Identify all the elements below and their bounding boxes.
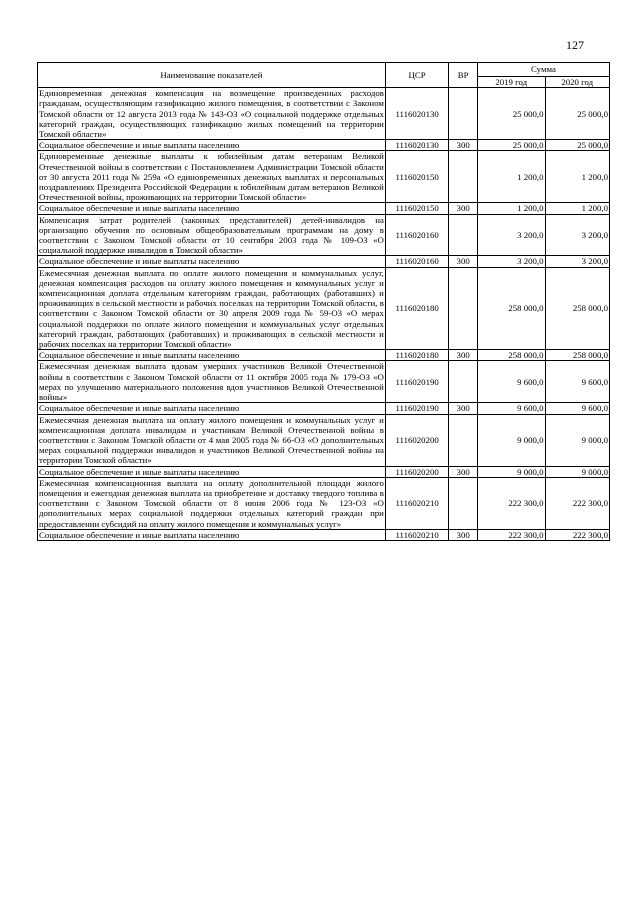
row-name: Социальное обеспечение и иные выплаты населению [38,140,386,151]
table-row [38,88,610,140]
row-sum-2020: 9 000,0 [545,466,610,477]
row-csr: 1116020130 [385,140,448,151]
row-vr [449,214,478,256]
row-sum-2020: 1 200,0 [545,151,610,203]
row-sum-2020: 222 300,0 [545,529,610,540]
row-name: Ежемесячная денежная выплата на оплату жилого помещения и коммунальных услуг и компенсационная доплата инвалидам и участникам Великой Отечественной войны в соответствии с Законом Томской области от 4 мая 2005 года № 66-ОЗ «О дополнительных мерах социальной поддержки инвалидов и участников Великой Отечественной войны на территории Томской области» [39,414,384,466]
row-sum-2019: 258 000,0 [477,267,545,350]
table-row [38,350,610,361]
table-row [38,477,610,529]
table-row [38,529,610,540]
row-sum-2020: 3 200,0 [545,256,610,267]
row-sum-2019: 3 200,0 [477,256,545,267]
row-name: Ежемесячная компенсационная выплата на оплату дополнительной площади жилого помещения и ежегодная денежная выплата на приобретение и доставку твердого топлива в соответствии с Законом Томской области от 8 июня 2006 года № 123-ОЗ «О дополнительных мерах социальной поддержки отдельных категорий граждан при предоставлении субсидий на оплату жилого помещения и коммунальных услуг» [39,477,384,529]
row-csr: 1116020210 [385,477,448,529]
row-sum-2019: 9 000,0 [477,466,545,477]
row-sum-2020: 222 300,0 [545,477,610,529]
row-sum-2019: 9 600,0 [477,403,545,414]
table-row [38,214,610,256]
row-sum-2019: 258 000,0 [477,350,545,361]
row-name: Социальное обеспечение и иные выплаты населению [38,203,386,214]
row-vr [449,88,478,140]
row-name: Единовременная денежная компенсация на возмещение произведенных расходов гражданам, осуществляющим газификацию жилого помещения, в соответствии с Законом Томской области от 12 августа 2013 года № 143-ОЗ «О социальной поддержке отдельных категорий граждан, осуществляющих газификацию жилых помещений на территории Томской области» [39,88,384,140]
header-vr: ВР [449,63,478,88]
row-vr: 300 [449,203,478,214]
row-vr: 300 [449,466,478,477]
row-name: Ежемесячная денежная выплата вдовам умерших участников Великой Отечественной войны в соответствии с Законом Томской области от 11 октября 2005 года № 179-ОЗ «О мерах по улучшению материального положения вдов участников Великой Отечественной войны» [39,361,384,403]
row-vr [449,361,478,403]
row-vr [449,414,478,466]
row-name: Ежемесячная денежная выплата по оплате жилого помещения и коммунальных услуг, денежная компенсация расходов на оплату жилого помещения и коммунальных услуг и компенсационная доплата отдельным категориям граждан, работающих (работавших) и проживающих в сельской местности и рабочих поселках на территории Томской области, в соответствии с Законом Томской области от 30 апреля 2009 года № 59-ОЗ «О мерах социальной поддержки по оплате жилого помещения и коммунальных услуг отдельных категорий граждан, работающих (работавших) и проживающих в сельской местности и рабочих поселках на территории Томской области» [39,267,384,350]
header-csr: ЦСР [385,63,448,88]
header-year-2019: 2019 год [477,77,545,88]
row-sum-2019: 1 200,0 [477,151,545,203]
row-csr: 1116020160 [385,256,448,267]
row-csr: 1116020160 [385,214,448,256]
row-vr: 300 [449,403,478,414]
row-vr [449,267,478,350]
table-row [38,361,610,403]
row-sum-2019: 9 000,0 [477,414,545,466]
row-vr: 300 [449,256,478,267]
row-name: Социальное обеспечение и иные выплаты населению [38,466,386,477]
row-sum-2019: 9 600,0 [477,361,545,403]
row-sum-2020: 25 000,0 [545,88,610,140]
table-row [38,267,610,350]
row-csr: 1116020150 [385,203,448,214]
row-sum-2019: 222 300,0 [477,477,545,529]
row-csr: 1116020210 [385,529,448,540]
row-sum-2020: 3 200,0 [545,214,610,256]
row-sum-2020: 25 000,0 [545,140,610,151]
row-name: Социальное обеспечение и иные выплаты населению [38,403,386,414]
row-name: Компенсация затрат родителей (законных представителей) детей-инвалидов на организацию обучения по основным общеобразовательным программам на дому в соответствии с Законом Томской области от 10 сентября 2003 года № 109-ОЗ «О социальной поддержке инвалидов в Томской области» [39,214,384,256]
row-sum-2020: 9 600,0 [545,403,610,414]
row-csr: 1116020180 [385,267,448,350]
row-sum-2020: 9 000,0 [545,414,610,466]
row-sum-2020: 9 600,0 [545,361,610,403]
row-vr [449,477,478,529]
table-row [38,203,610,214]
row-vr [449,151,478,203]
row-csr: 1116020200 [385,466,448,477]
row-csr: 1116020190 [385,361,448,403]
table-row [38,151,610,203]
header-year-2020: 2020 год [545,77,610,88]
row-sum-2019: 1 200,0 [477,203,545,214]
table-row [38,403,610,414]
page-number: 127 [566,38,584,52]
row-csr: 1116020180 [385,350,448,361]
row-csr: 1116020130 [385,88,448,140]
row-sum-2019: 25 000,0 [477,88,545,140]
row-csr: 1116020150 [385,151,448,203]
table-row [38,466,610,477]
row-sum-2019: 3 200,0 [477,214,545,256]
row-sum-2020: 1 200,0 [545,203,610,214]
row-sum-2019: 222 300,0 [477,529,545,540]
header-sum: Сумма [477,63,609,77]
table-row [38,256,610,267]
row-sum-2020: 258 000,0 [545,267,610,350]
row-name: Социальное обеспечение и иные выплаты населению [38,256,386,267]
table-row [38,140,610,151]
row-name: Единовременные денежные выплаты к юбилейным датам ветеранам Великой Отечественной войны в соответствии с Постановлением Администрации Томской области от 30 августа 2011 года № 259а «О единовременных денежных выплатах и персональных поздравлениях Президента Российской Федерации к юбилейным датам ветеранов Великой Отечественной войны, проживающих на территории Томской области» [39,151,384,203]
table-row [38,414,610,466]
row-sum-2019: 25 000,0 [477,140,545,151]
row-vr: 300 [449,529,478,540]
row-csr: 1116020190 [385,403,448,414]
row-name: Социальное обеспечение и иные выплаты населению [38,350,386,361]
row-vr: 300 [449,140,478,151]
row-vr: 300 [449,350,478,361]
row-sum-2020: 258 000,0 [545,350,610,361]
budget-table [37,62,610,541]
row-name: Социальное обеспечение и иные выплаты населению [38,529,386,540]
row-csr: 1116020200 [385,414,448,466]
header-name: Наименование показателей [38,63,386,88]
